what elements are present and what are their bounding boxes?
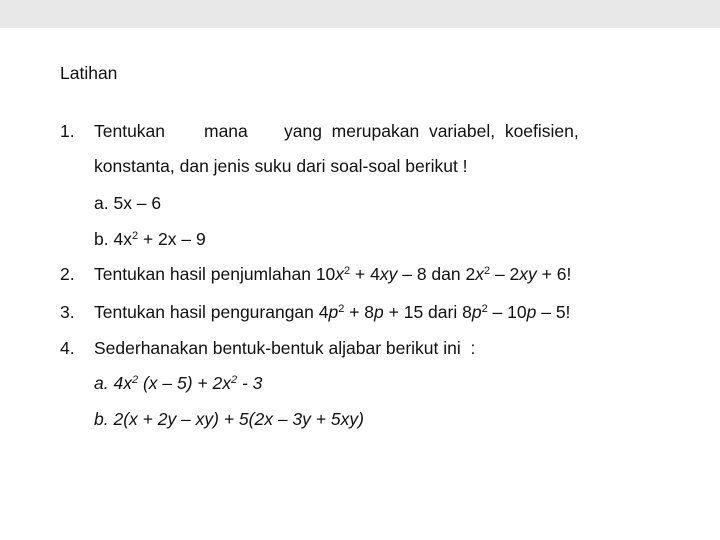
item-1a: a. 5x – 6 <box>94 193 162 213</box>
item-4a <box>94 372 262 394</box>
item-1-word-1: Tentukan <box>94 121 166 141</box>
item-3-part-1: Tentukan hasil pengurangan 4 <box>94 302 329 322</box>
item-4a-part-3: - 3 <box>237 373 263 393</box>
item-3-text <box>94 301 570 323</box>
item-3-part-4: – 10 <box>487 302 527 322</box>
item-2-number: 2. <box>60 264 75 284</box>
item-1-number: 1. <box>60 121 75 141</box>
item-2-exp-2: 2 <box>483 265 491 277</box>
item-4-text: Sederhanakan bentuk-bentuk aljabar berikut ini : <box>94 338 476 358</box>
item-2-var-1: x <box>335 264 345 284</box>
item-4a-exp-2: 2 <box>230 374 238 386</box>
item-2-var-3: x <box>475 264 484 284</box>
item-3-var-3: p <box>471 302 482 322</box>
item-1b <box>94 228 206 250</box>
item-2-part-2: + 4 <box>350 264 380 284</box>
item-1-word-2: mana <box>204 121 248 141</box>
item-4b: b. 2(x + 2y – xy) + 5(2x – 3y + 5xy) <box>94 409 364 429</box>
item-1b-part-1: b. 4x <box>94 229 132 249</box>
item-4a-part-2: (x – 5) + 2x <box>138 373 231 393</box>
item-3-part-2: + 8 <box>344 302 375 322</box>
item-2-part-3: – 8 dan 2 <box>397 264 476 284</box>
slide-title: Latihan <box>60 63 118 83</box>
item-3-exp-1: 2 <box>338 303 345 315</box>
item-2-part-5: + 6! <box>536 264 572 284</box>
item-4-number: 4. <box>60 338 75 358</box>
item-2-part-4: – 2 <box>490 264 520 284</box>
item-2-var-2: xy <box>379 264 398 284</box>
item-3-var-1: p <box>328 302 339 322</box>
item-2-part-1: Tentukan hasil penjumlahan 10 <box>94 264 336 284</box>
item-2-exp-1: 2 <box>344 265 351 277</box>
item-1-line-2: konstanta, dan jenis suku dari soal-soal berikut ! <box>94 156 468 176</box>
item-1-word-3: yang merupakan variabel, koefisien, <box>284 121 579 141</box>
item-4a-part-1: a. 4x <box>94 373 132 393</box>
item-3-part-5: – 5! <box>536 302 571 322</box>
item-3-var-4: p <box>526 302 537 322</box>
item-3-exp-2: 2 <box>481 303 488 315</box>
top-bar <box>0 0 720 28</box>
item-2-text <box>94 263 571 285</box>
item-3-number: 3. <box>60 302 75 322</box>
item-1b-part-2: + 2x – 9 <box>138 229 206 249</box>
item-3-part-3: + 15 dari 8 <box>383 302 472 322</box>
item-2-var-4: xy <box>519 264 537 284</box>
item-1b-exponent: 2 <box>131 230 139 242</box>
item-4a-exp-1: 2 <box>131 374 139 386</box>
item-3-var-2: p <box>374 302 384 322</box>
